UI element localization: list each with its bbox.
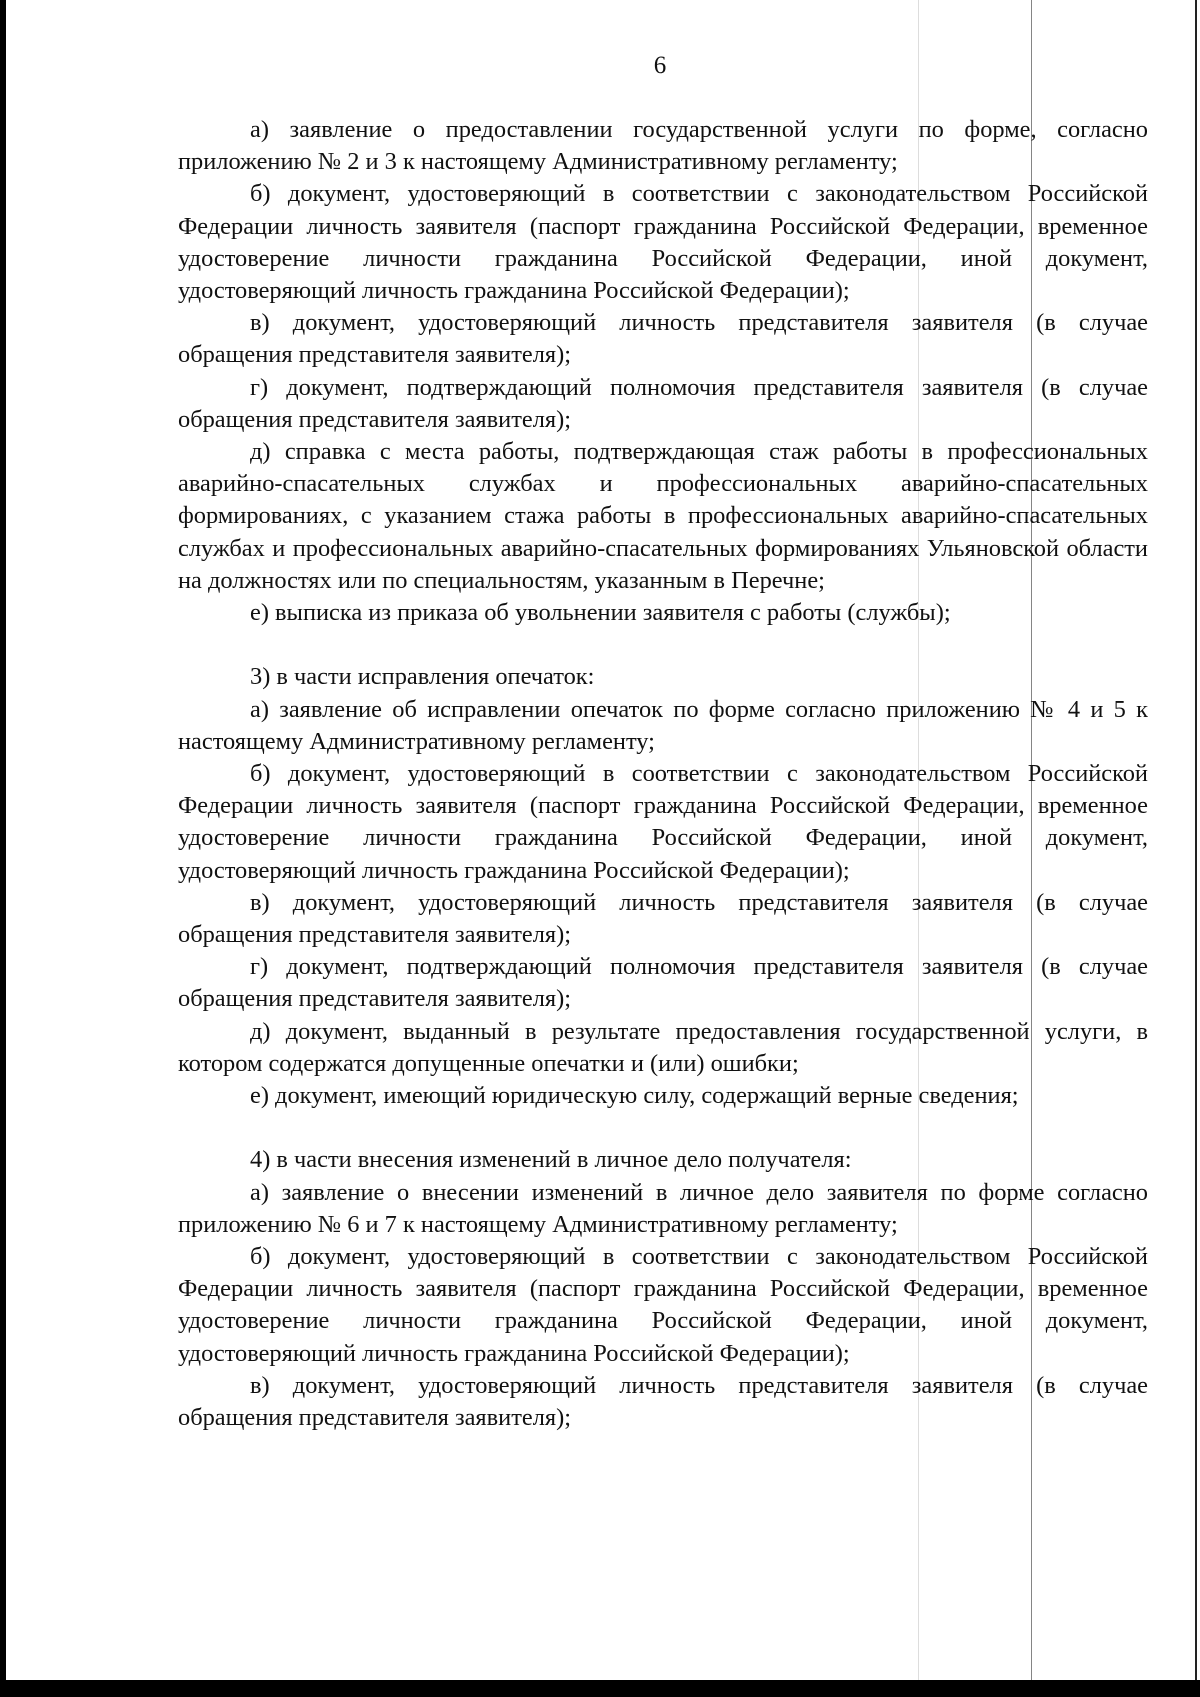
- list-item-b: б) документ, удостоверяющий в соответствии с законодательством Российской Федерации личность заявителя (паспорт гражданина Российской Федерации, временное удостоверение личности гражданина Российской Федерации, иной документ, удостоверяющий личность гражданина Российской Федерации);: [178, 760, 1148, 884]
- list-item-e: е) выписка из приказа об увольнении заявителя с работы (службы);: [250, 599, 951, 627]
- list-item-v: в) документ, удостоверяющий личность представителя заявителя (в случае обращения представителя заявителя);: [178, 1371, 1148, 1432]
- list-item-a: а) заявление об исправлении опечаток по форме согласно приложению № 4 и 5 к настоящему Административному регламенту;: [178, 695, 1148, 755]
- scan-border-right: [1195, 0, 1197, 1680]
- list-item-g: г) документ, подтверждающий полномочия представителя заявителя (в случае обращения представителя заявителя);: [178, 373, 1148, 433]
- section-heading-3: 3) в части исправления опечаток:: [250, 663, 595, 691]
- section-heading-4: 4) в части внесения изменений в личное дело получателя:: [250, 1146, 852, 1174]
- list-item-b: б) документ, удостоверяющий в соответствии с законодательством Российской Федерации личность заявителя (паспорт гражданина Российской Федерации, временное удостоверение личности гражданина Российской Федерации, иной документ, удостоверяющий личность гражданина Российской Федерации);: [178, 180, 1148, 305]
- document-body: [178, 114, 1148, 1434]
- list-item-b: б) документ, удостоверяющий в соответствии с законодательством Российской Федерации личность заявителя (паспорт гражданина Российской Федерации, временное удостоверение личности гражданина Российской Федерации, иной документ, удостоверяющий личность гражданина Российской Федерации);: [178, 1243, 1148, 1367]
- list-item-e: е) документ, имеющий юридическую силу, содержащий верные сведения;: [250, 1082, 1019, 1110]
- list-item-v: в) документ, удостоверяющий личность представителя заявителя (в случае обращения представителя заявителя);: [178, 888, 1148, 949]
- list-item-d: д) документ, выданный в результате предоставления государственной услуги, в котором содержатся допущенные опечатки и (или) ошибки;: [178, 1017, 1148, 1077]
- list-item-a: а) заявление о внесении изменений в личное дело заявителя по форме согласно приложению № 6 и 7 к настоящему Административному регламенту;: [178, 1178, 1148, 1238]
- list-item-v: в) документ, удостоверяющий личность представителя заявителя (в случае обращения представителя заявителя);: [178, 309, 1148, 369]
- page-number: 6: [653, 52, 667, 79]
- scan-border-bottom: [0, 1680, 1200, 1697]
- list-item-g: г) документ, подтверждающий полномочия представителя заявителя (в случае обращения представителя заявителя);: [178, 953, 1148, 1013]
- list-item-d: д) справка с места работы, подтверждающая стаж работы в профессиональных аварийно-спасательных службах и профессиональных аварийно-спасательных формированиях, с указанием стажа работы в профессиональных аварийно-спасательных службах и профессиональных аварийно-спасательных формированиях Ульяновской области на должностях или по специальностям, указанным в Перечне;: [178, 438, 1148, 594]
- scan-border-left: [0, 0, 6, 1697]
- list-item-a: а) заявление о предоставлении государственной услуги по форме, согласно приложению № 2 и 3 к настоящему Административному регламенту;: [178, 116, 1148, 176]
